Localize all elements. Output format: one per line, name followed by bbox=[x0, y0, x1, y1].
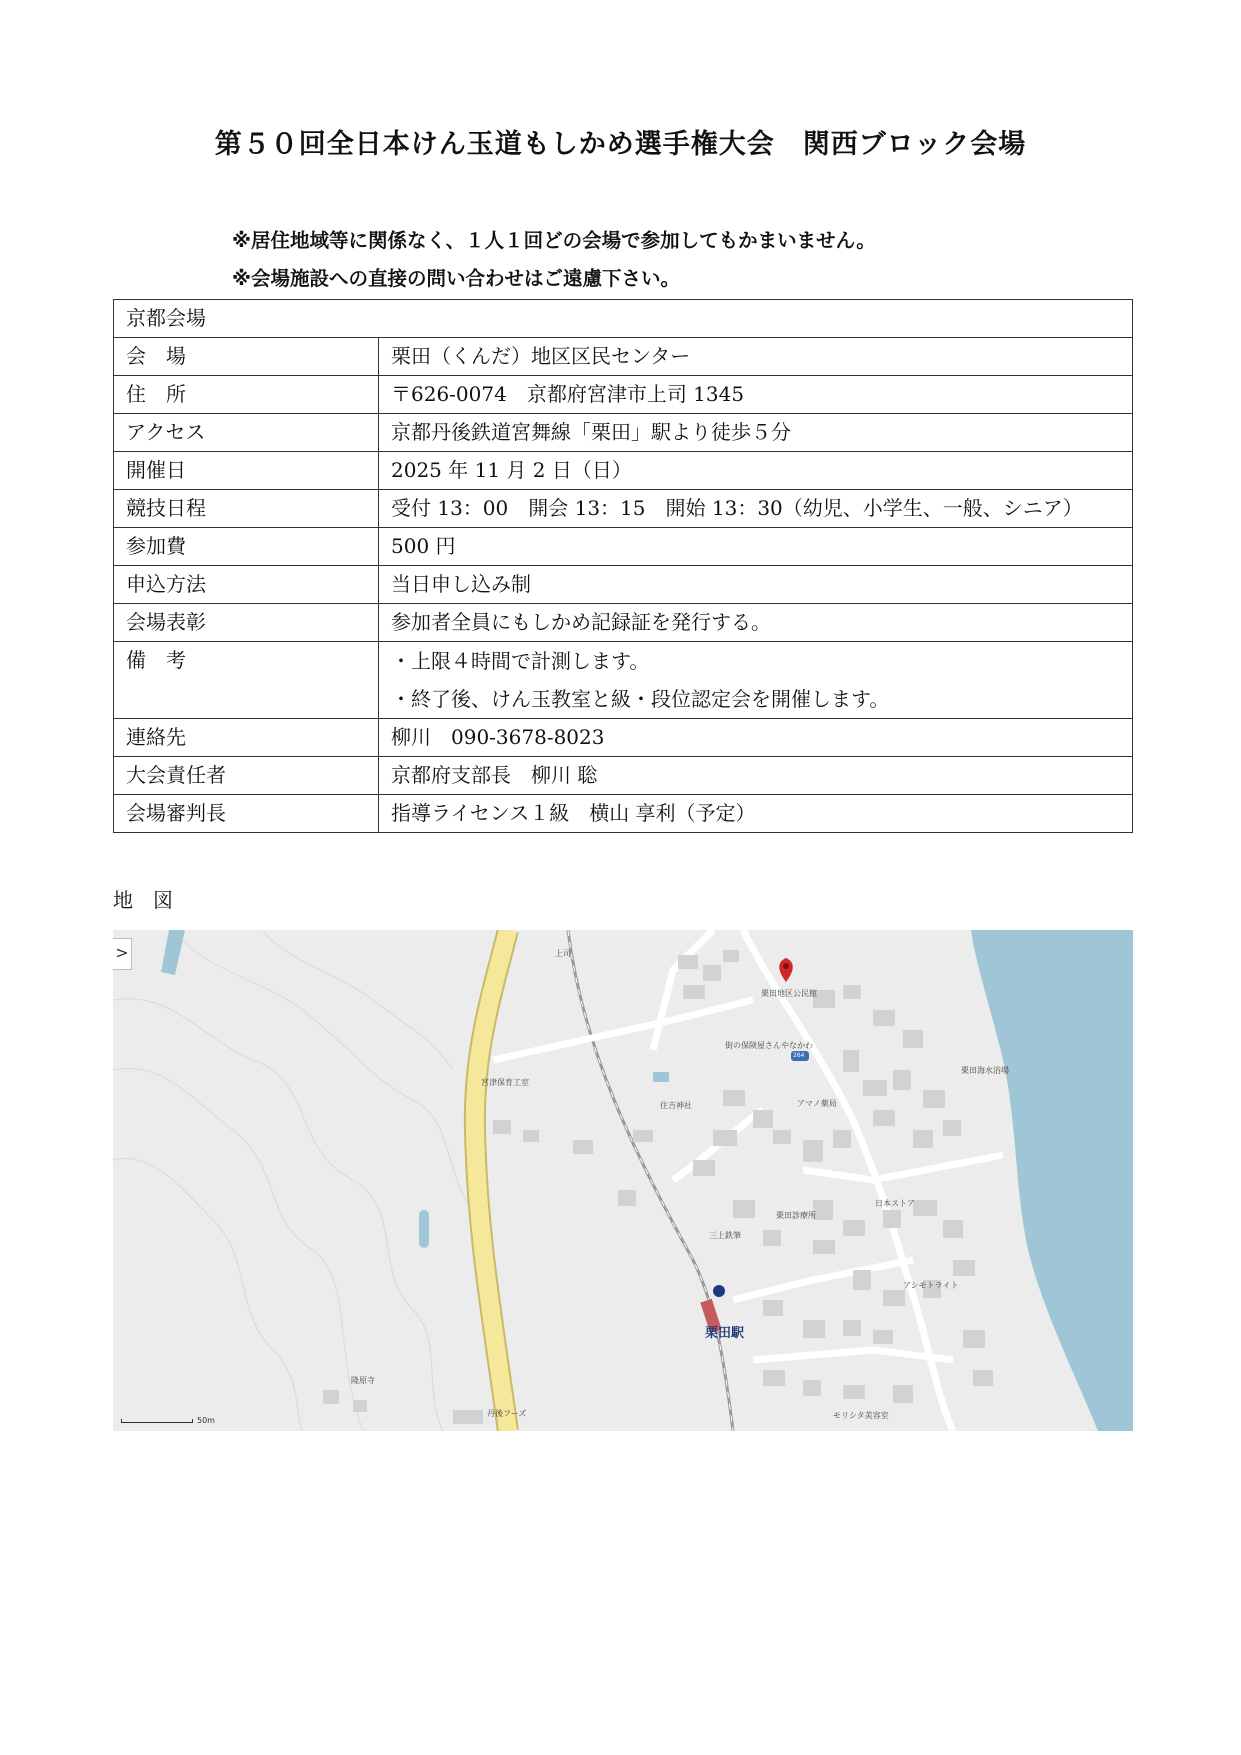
row-label: 競技日程 bbox=[114, 490, 379, 528]
row-label: 会 場 bbox=[114, 338, 379, 376]
remark-line: ・上限４時間で計測します。 bbox=[391, 649, 650, 673]
row-value: 500 円 bbox=[379, 528, 1133, 566]
note-line: ※居住地域等に関係なく、１人１回どの会場で参加してもかまいません。 bbox=[232, 229, 876, 252]
row-label: 会場表彰 bbox=[114, 604, 379, 642]
map-scale bbox=[117, 1416, 215, 1425]
row-value: 〒626-0074 京都府宮津市上司 1345 bbox=[379, 376, 1133, 414]
table-row bbox=[114, 414, 1133, 452]
row-value: 栗田（くんだ）地区区民センター bbox=[379, 338, 1133, 376]
row-value: 柳川 090-3678-8023 bbox=[379, 719, 1133, 757]
table-row-remarks bbox=[114, 642, 1133, 719]
station-icon bbox=[713, 1285, 725, 1297]
row-value: 京都丹後鉄道宮舞線「栗田」駅より徒歩５分 bbox=[379, 414, 1133, 452]
note-line: ※会場施設への直接の問い合わせはご遠慮下さい。 bbox=[232, 267, 680, 290]
row-label: 連絡先 bbox=[114, 719, 379, 757]
page-title: 第５０回全日本けん玉道もしかめ選手権大会 関西ブロック会場 bbox=[214, 129, 1027, 160]
row-value: 参加者全員にもしかめ記録証を発行する。 bbox=[379, 604, 1133, 642]
row-value: 京都府支部長 柳川 聡 bbox=[379, 757, 1133, 795]
row-label: 参加費 bbox=[114, 528, 379, 566]
row-value bbox=[379, 642, 1133, 719]
poi-label: 日本ストア bbox=[875, 1199, 915, 1208]
poi-label: 栗田診療所 bbox=[776, 1211, 816, 1220]
row-label: 大会責任者 bbox=[114, 757, 379, 795]
row-label: 会場審判長 bbox=[114, 795, 379, 833]
poi-label: 三上鉄筆 bbox=[709, 1231, 741, 1240]
table-row bbox=[114, 376, 1133, 414]
pond bbox=[419, 1210, 429, 1248]
table-row bbox=[114, 490, 1133, 528]
poi-label: 丹後フーズ bbox=[487, 1409, 527, 1418]
station-label: 栗田駅 bbox=[705, 1326, 745, 1341]
poi-label: 隆原寺 bbox=[351, 1376, 375, 1385]
poi-label: アシモトライト bbox=[903, 1281, 959, 1290]
poi-label: 住吉神社 bbox=[660, 1101, 692, 1110]
map-pin-dot bbox=[783, 963, 789, 969]
map-expand-button[interactable]: > bbox=[113, 938, 132, 970]
row-label: 住 所 bbox=[114, 376, 379, 414]
venue-info-table bbox=[113, 299, 1133, 833]
row-label: 備 考 bbox=[114, 642, 379, 719]
poi-label: モリシタ美容室 bbox=[833, 1411, 889, 1420]
map[interactable] bbox=[113, 930, 1133, 1431]
notes bbox=[232, 222, 876, 298]
table-row bbox=[114, 795, 1133, 833]
table-row bbox=[114, 528, 1133, 566]
scale-label: 50m bbox=[197, 1416, 215, 1425]
row-label: 申込方法 bbox=[114, 566, 379, 604]
table-row bbox=[114, 338, 1133, 376]
row-label: 開催日 bbox=[114, 452, 379, 490]
poi-label: 街の保険屋さんやなかわ bbox=[725, 1041, 813, 1050]
pond bbox=[653, 1072, 669, 1082]
map-heading: 地 図 bbox=[113, 888, 173, 912]
table-row bbox=[114, 757, 1133, 795]
row-value: 指導ライセンス１級 横山 享利（予定） bbox=[379, 795, 1133, 833]
table-row bbox=[114, 604, 1133, 642]
row-value: 受付 13：00 開会 13：15 開始 13：30（幼児、小学生、一般、シニア） bbox=[379, 490, 1133, 528]
table-header-row bbox=[114, 300, 1133, 338]
scale-bar bbox=[121, 1419, 193, 1423]
poi-label: 宮津保育工室 bbox=[481, 1078, 529, 1087]
row-value: 当日申し込み制 bbox=[379, 566, 1133, 604]
row-value: 2025 年 11 月 2 日（日） bbox=[379, 452, 1133, 490]
poi-label: 栗田海水浴場 bbox=[961, 1066, 1009, 1075]
row-label: アクセス bbox=[114, 414, 379, 452]
venue-name: 京都会場 bbox=[114, 300, 1133, 338]
map-canvas bbox=[113, 930, 1133, 1431]
poi-label: アマノ薬局 bbox=[797, 1099, 837, 1108]
poi-label: 栗田地区公民館 bbox=[761, 989, 817, 998]
route-number: 264 bbox=[793, 1052, 805, 1059]
table-row bbox=[114, 566, 1133, 604]
remark-line: ・終了後、けん玉教室と級・段位認定会を開催します。 bbox=[391, 687, 890, 711]
table-row bbox=[114, 452, 1133, 490]
map-land bbox=[113, 930, 1133, 1431]
poi-label: 上司 bbox=[555, 949, 571, 958]
table-row bbox=[114, 719, 1133, 757]
